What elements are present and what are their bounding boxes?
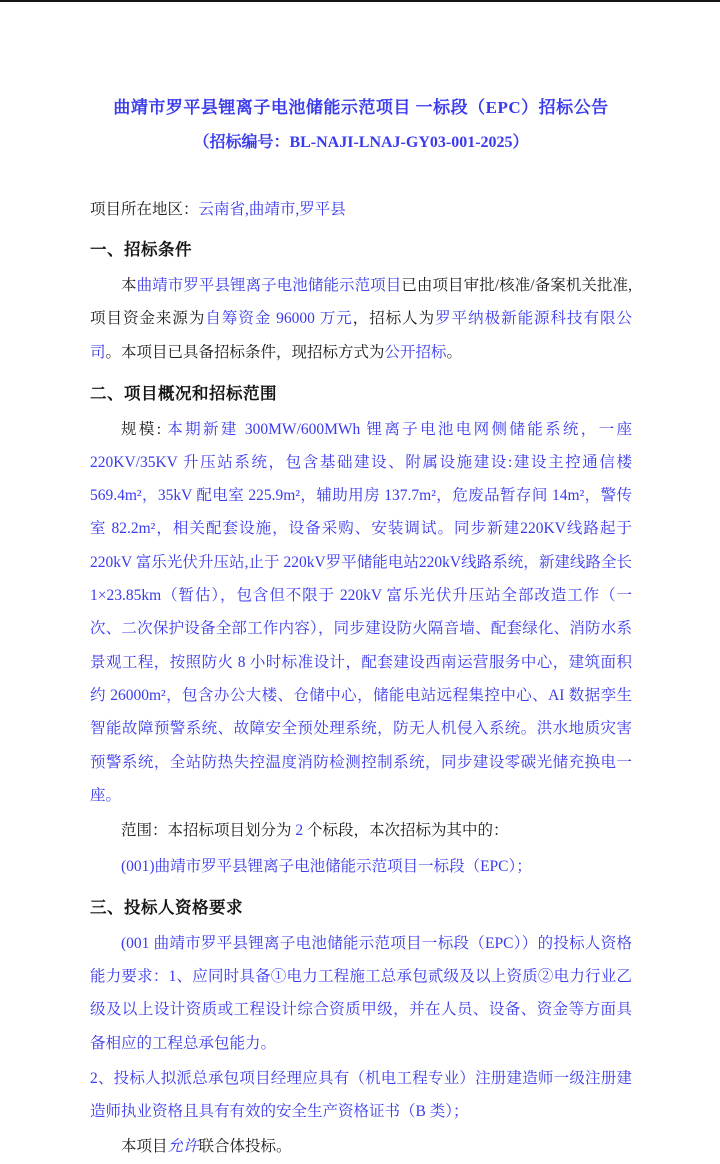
tenderer-name-text: 罗平纳极新能源科技有限公司 bbox=[90, 310, 632, 361]
location-label: 项目所在地区： bbox=[90, 201, 199, 219]
document-content bbox=[0, 2, 720, 1164]
section-heading-bid-conditions: 一、招标条件 bbox=[90, 240, 192, 260]
lot-line bbox=[90, 850, 632, 883]
text-run: 范围：本招标项目划分为 bbox=[121, 822, 296, 840]
project-scale-paragraph bbox=[90, 413, 632, 813]
text-run: 本项目 bbox=[121, 1138, 168, 1156]
bid-method-text: 公开招标 bbox=[384, 343, 447, 361]
text-run: 。 bbox=[446, 343, 463, 361]
bid-number-line: （招标编号：BL-NAJI-LNAJ-GY03-001-2025） bbox=[193, 133, 529, 151]
consortium-bidding-paragraph bbox=[90, 1130, 632, 1163]
allowed-text: 允许 bbox=[167, 1138, 199, 1156]
project-manager-text: 2、投标人拟派总承包项目经理应具有（机电工程专业）注册建造师一级注册建造师执业资格且具有有效的安全生产资格证书（B 类）； bbox=[90, 1069, 632, 1121]
location-value: 云南省,曲靖市,罗平县 bbox=[198, 201, 346, 219]
text-run: 本 bbox=[121, 276, 137, 294]
text-run: 个标段，本次招标为其中的： bbox=[303, 822, 509, 840]
qualification-text: (001 曲靖市罗平县锂离子电池储能示范项目一标段（EPC））的投标人资格能力要求：1、应同时具备①电力工程施工总承包贰级及以上资质②电力行业乙级及以上设计资质或工程设计综合资质甲级，并在人员、设备、资金等方面具备相应的工程总承包能力。 bbox=[90, 934, 632, 1052]
bid-conditions-paragraph bbox=[90, 269, 632, 369]
project-name-text: 曲靖市罗平县锂离子电池储能示范项目 bbox=[136, 276, 402, 294]
text-run: ，招标人为 bbox=[352, 310, 436, 328]
text-run: 已由项目审批/核准/备案机关批准,项目资金来源为 bbox=[90, 276, 632, 328]
funding-source-text: 自筹资金 96000 万元 bbox=[205, 310, 353, 328]
project-manager-requirements-paragraph bbox=[90, 1062, 632, 1129]
lot-count-text: 2 bbox=[295, 822, 304, 840]
lot-name-text: (001)曲靖市罗平县锂离子电池储能示范项目一标段（EPC）； bbox=[121, 857, 532, 875]
scale-label: 规模: bbox=[121, 420, 168, 438]
qualification-requirements-paragraph bbox=[90, 927, 632, 1060]
text-run: 。本项目已具备招标条件，现招标方式为 bbox=[105, 343, 385, 361]
scale-description-text: 本期新建 300MW/600MWh 锂离子电池电网侧储能系统，一座 220KV/35KV 升压站系统，包含基础建设、附属设施建设:建设主控通信楼 569.4m²，35kV 配电室 225.9m²，辅助用房 137.7m²，危废品暂存间 14m²，警传室 82.2m²，相关配套设施，设备采购、安装调试。同步新建220KV线路起于 220kV 富乐光伏升压站,止于 220kV罗平储能电站220kV线路系统，新建线路全长 1×23.85km（暂估），包含但不限于 220kV 富乐光伏升压站全部改造工作（一次、二次保护设备全部工作内容），同步建设防火隔音墙、配套绿化、消防水系景观工程，按照防火 8 小时标准设计，配套建设西南运营服务中心，建筑面积约 26000m²，包含办公大楼、仓储中心，储能电站远程集控中心、AI 数据孪生智能故障预警系统、故障安全预处理系统，防无人机侵入系统。洪水地质灾害预警系统，全站防热失控温度消防检测控制系统，同步建设零碳光储充换电一座。 bbox=[90, 420, 632, 804]
document-title: 曲靖市罗平县锂离子电池储能示范项目 一标段（EPC）招标公告 bbox=[113, 98, 609, 117]
section-heading-bidder-qualifications: 三、投标人资格要求 bbox=[90, 897, 243, 917]
text-run: 联合体投标。 bbox=[198, 1138, 292, 1156]
project-location-line bbox=[90, 194, 632, 225]
bid-scope-paragraph bbox=[90, 814, 632, 847]
section-heading-project-overview: 二、项目概况和招标范围 bbox=[90, 383, 277, 403]
